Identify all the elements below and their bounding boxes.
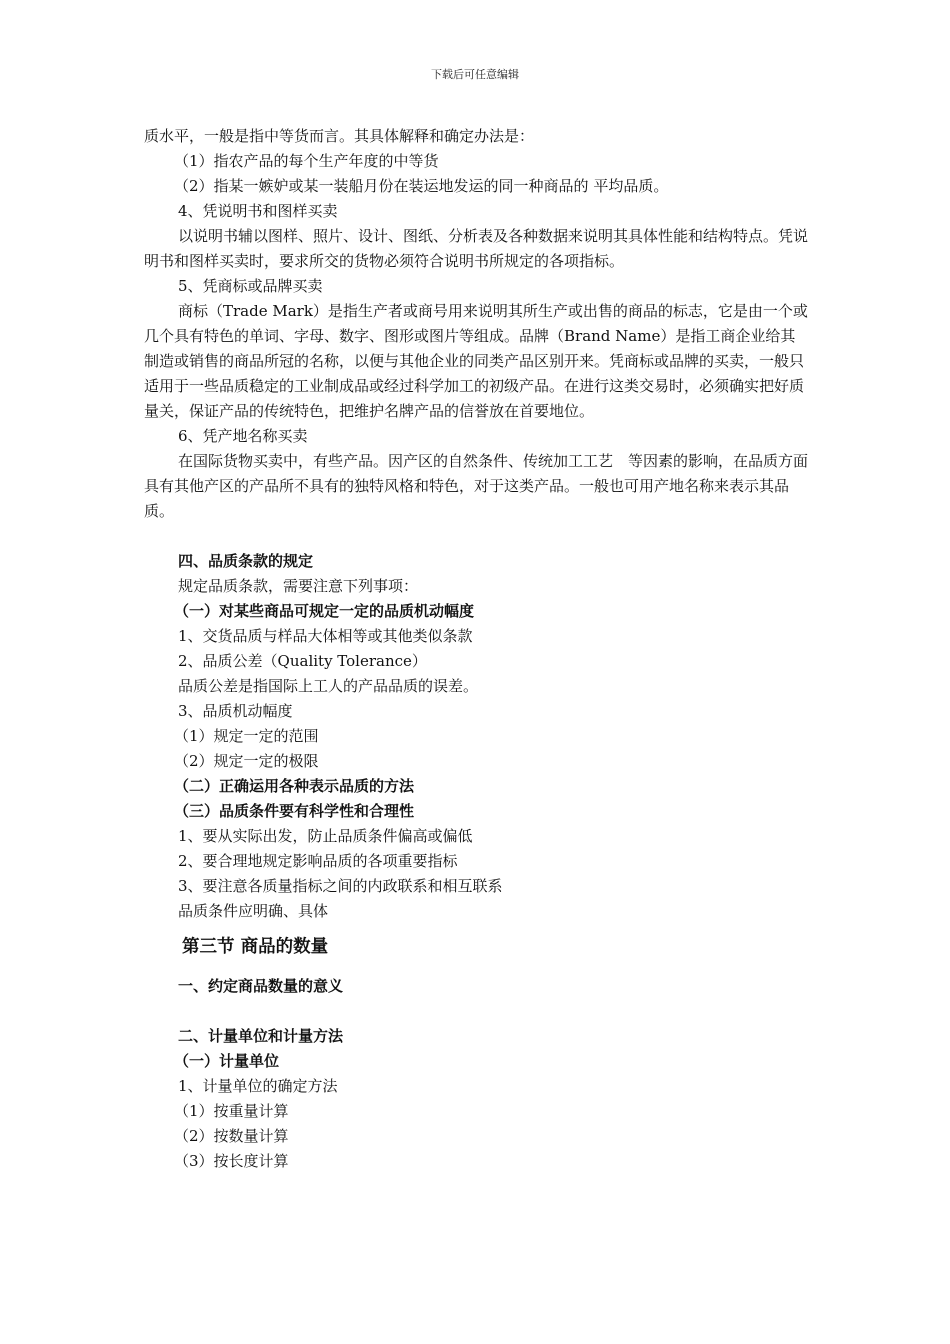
paragraph: 品质条件应明确、具体: [178, 902, 329, 920]
section-heading: 二、计量单位和计量方法: [178, 1027, 344, 1045]
list-item: 3、要注意各质量指标之间的内政联系和相互联系: [178, 877, 503, 895]
list-item: （2）按数量计算: [174, 1127, 289, 1145]
subheading: 6、凭产地名称买卖: [178, 427, 308, 445]
section-heading: 一、约定商品数量的意义: [178, 977, 344, 995]
subheading: （二）正确运用各种表示品质的方法: [174, 777, 415, 795]
list-item: （2）规定一定的极限: [174, 752, 319, 770]
subheading: （三）品质条件要有科学性和合理性: [174, 802, 415, 820]
list-item: 2、要合理地规定影响品质的各项重要指标: [178, 852, 458, 870]
paragraph: 在国际货物买卖中，有些产品。因产区的自然条件、传统加工工艺 等因素的影响，在品质方面具有其他产区的产品所不具有的独特风格和特色，对于这类产品。一般也可用产地名称来表示其品质。: [144, 452, 809, 520]
subheading: （一）对某些商品可规定一定的品质机动幅度: [174, 602, 475, 620]
list-item: （2）指某一嫉妒或某一装船月份在装运地发运的同一种商品的 平均品质。: [174, 177, 669, 195]
list-item: 3、品质机动幅度: [178, 702, 293, 720]
document-body: [144, 124, 808, 1174]
spacer: [144, 524, 808, 549]
subheading: （一）计量单位: [174, 1052, 280, 1070]
list-item: （1）指农产品的每个生产年度的中等货: [174, 152, 439, 170]
list-item: （3）按长度计算: [174, 1152, 289, 1170]
list-item: 2、品质公差（Quality Tolerance）: [178, 652, 427, 670]
subheading: 4、凭说明书和图样买卖: [178, 202, 338, 220]
subheading: 5、凭商标或品牌买卖: [178, 277, 323, 295]
list-item: （1）按重量计算: [174, 1102, 289, 1120]
paragraph: 品质公差是指国际上工人的产品品质的误差。: [178, 677, 479, 695]
chapter-section-title: 第三节 商品的数量: [182, 937, 329, 957]
list-item: 1、交货品质与样品大体相等或其他类似条款: [178, 627, 473, 645]
paragraph: 质水平，一般是指中等货而言。其具体解释和确定办法是：: [144, 127, 535, 145]
page-header: 下载后可任意编辑: [431, 68, 519, 81]
list-item: （1）规定一定的范围: [174, 727, 319, 745]
paragraph: 商标（Trade Mark）是指生产者或商号用来说明其所生产或出售的商品的标志，它是由一个或几个具有特色的单词、字母、数字、图形或图片等组成。品牌（Brand Name）是指工商企业给其制造或销售的商品所冠的名称，以便与其他企业的同类产品区别开来。凭商标或品牌的买卖，一般只适用于一些品质稳定的工业制成品或经过科学加工的初级产品。在进行这类交易时，必须确实把好质量关，保证产品的传统特色，把维护名牌产品的信誉放在首要地位。: [144, 302, 808, 420]
section-heading: 四、品质条款的规定: [178, 552, 314, 570]
paragraph: 以说明书辅以图样、照片、设计、图纸、分析表及各种数据来说明其具体性能和结构特点。凭说明书和图样买卖时，要求所交的货物必须符合说明书所规定的各项指标。: [144, 227, 809, 270]
paragraph: 规定品质条款，需要注意下列事项：: [178, 577, 419, 595]
list-item: 1、计量单位的确定方法: [178, 1077, 338, 1095]
spacer: [144, 999, 808, 1024]
list-item: 1、要从实际出发，防止品质条件偏高或偏低: [178, 827, 473, 845]
